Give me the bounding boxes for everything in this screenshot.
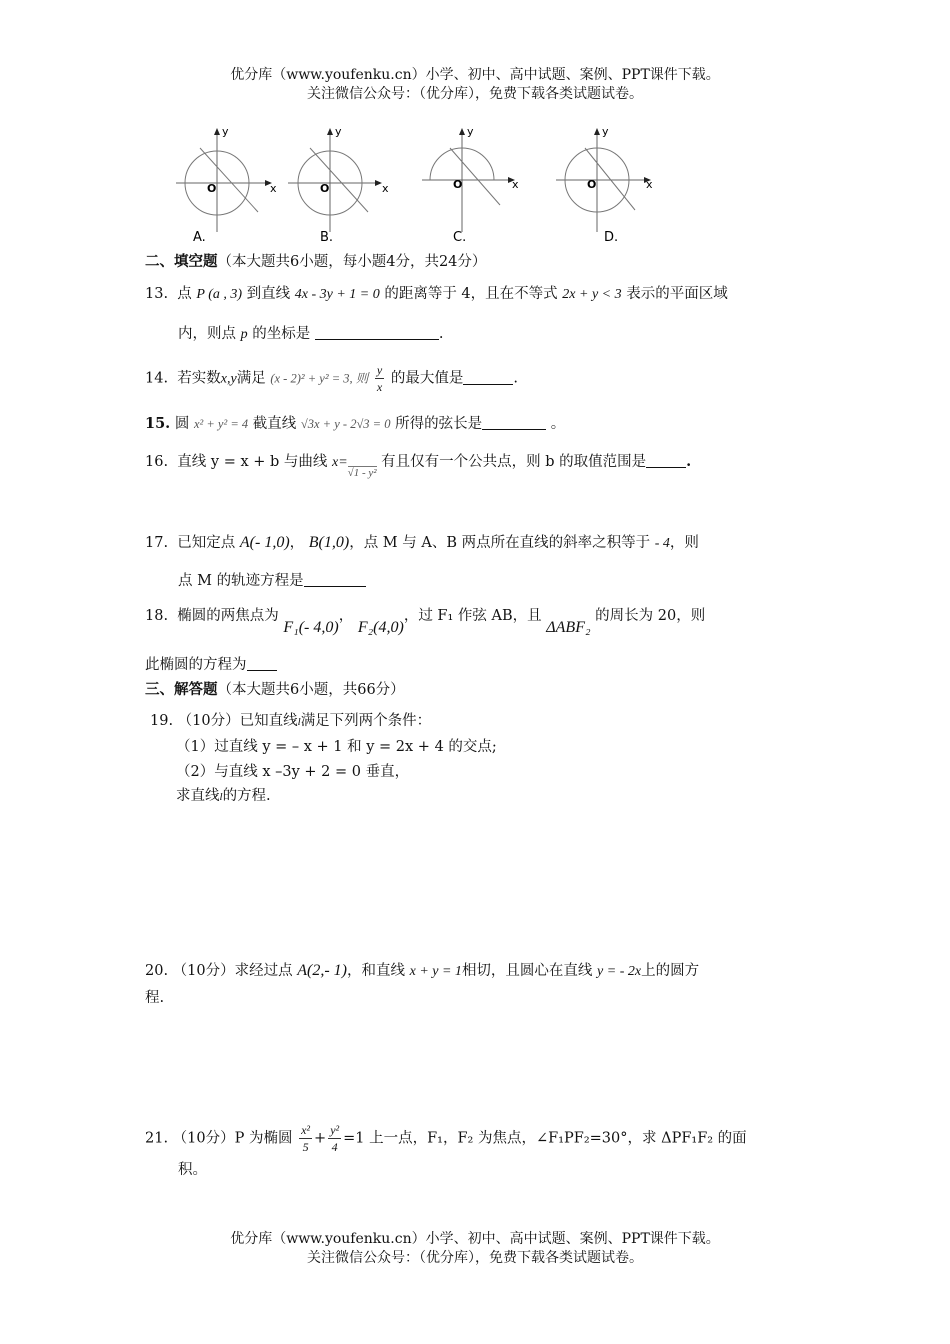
question-13-line-1 xyxy=(145,284,728,305)
question-18-line-2 xyxy=(145,655,277,675)
q14-text: 的最大值是 xyxy=(390,370,464,387)
q20-line-2: y = - 2x xyxy=(597,964,642,979)
q16-text: 有且仅有一个公共点，则 b 的取值范围是 xyxy=(381,454,647,470)
question-number: 14. xyxy=(145,370,169,387)
q16-x-eq: x= xyxy=(332,455,348,470)
q18-text: 椭圆的两焦点为 xyxy=(177,608,279,624)
q20-text: ，和直线 xyxy=(347,963,405,979)
q14-text: 若实数 xyxy=(177,370,221,387)
q19-text: 求直线 xyxy=(176,788,220,804)
option-b-label: B. xyxy=(320,230,334,245)
question-21-line-2: 积。 xyxy=(178,1162,207,1178)
q13-point: P (a , 3) xyxy=(196,287,243,302)
q19-l: l xyxy=(219,791,223,803)
question-18-line-1 xyxy=(145,606,705,638)
q13-text: 的距离等于 4，且在不等式 xyxy=(384,286,558,302)
q19-condition-1: （1）过直线 y = – x + 1 和 y = 2x + 4 的交点; xyxy=(176,739,497,755)
question-16 xyxy=(145,452,691,483)
q14-end: . xyxy=(513,370,518,387)
section-2-heading xyxy=(145,252,486,272)
figure-a xyxy=(176,125,277,245)
q21-fraction-y xyxy=(328,1122,341,1155)
figure-c xyxy=(422,125,519,245)
header-line-1: 优分库（www.youfenku.cn）小学、初中、高中试题、案例、PPT课件下载。 xyxy=(230,67,720,83)
figure-b xyxy=(288,125,389,245)
q21-text: 21. （10分）P 为椭圆 xyxy=(145,1130,293,1147)
q13-text: 的坐标是 xyxy=(252,326,311,342)
q17-text: ，点 M 与 A、B 两点所在直线的斜率之积等于 xyxy=(349,535,651,551)
q17-product: - 4 xyxy=(654,536,670,551)
section-2-title: 二、填空题 xyxy=(145,253,218,270)
q13-text: 点 xyxy=(177,286,192,302)
question-21-line-1 xyxy=(145,1122,747,1155)
q13-answer-blank[interactable] xyxy=(315,324,439,340)
question-13-line-2 xyxy=(178,324,443,345)
q15-text: 所得的弦长是 xyxy=(395,416,483,432)
figure-d-y-label: y xyxy=(602,125,609,138)
q21-fraction-x-den: 5 xyxy=(302,1140,309,1154)
q18-text: ，过 F₁ 作弦 AB，且 xyxy=(403,608,542,624)
q15-line-equation: √3x + y - 2√3 = 0 xyxy=(300,417,391,431)
figure-c-y-label: y xyxy=(467,125,474,138)
q16-curve: √1 - y² xyxy=(347,467,377,479)
option-a-label: A. xyxy=(193,230,206,245)
q14-answer-blank[interactable] xyxy=(463,369,513,385)
q13-line-equation: 4x - 3y + 1 = 0 xyxy=(294,287,380,302)
section-3-title: 三、解答题 xyxy=(145,681,218,698)
option-c-label: C. xyxy=(453,230,467,245)
q21-fraction-y-num: y² xyxy=(330,1123,340,1137)
question-15 xyxy=(145,414,565,434)
q18-focus-2: F₂(4,0) xyxy=(357,619,404,636)
q15-text: 圆 xyxy=(174,416,190,432)
q15-circle-equation: x² + y² = 4 xyxy=(193,417,249,431)
q19-text: 满足下列两个条件： xyxy=(300,713,432,729)
q14-fraction-den: x xyxy=(376,380,383,394)
q17-text: 点 M 的轨迹方程是 xyxy=(178,573,304,589)
question-number: 18. xyxy=(145,608,169,624)
q17-answer-blank[interactable] xyxy=(304,571,366,587)
question-14 xyxy=(145,362,518,395)
q18-answer-blank[interactable] xyxy=(247,655,277,671)
q20-point: A(2,- 1) xyxy=(297,962,347,979)
figure-d-x-label: x xyxy=(646,178,653,191)
q14-equation: (x - 2)² + y² = 3, 则 xyxy=(270,371,369,386)
figure-c-origin: O xyxy=(453,178,463,191)
q19-ask xyxy=(176,786,271,807)
figure-a-y-label: y xyxy=(222,125,229,138)
q18-text: 的周长为 20，则 xyxy=(595,608,706,624)
q18-triangle: ΔABF₂ xyxy=(546,619,591,636)
q13-text: 表示的平面区域 xyxy=(626,286,728,302)
q21-fraction-x-num: x² xyxy=(301,1123,311,1137)
q17-text: ，则 xyxy=(669,535,699,551)
q14-fraction xyxy=(375,362,384,395)
option-d-label: D. xyxy=(604,230,619,245)
header-line-2: 关注微信公众号：（优分库），免费下载各类试题试卷。 xyxy=(307,86,643,102)
question-20-line-2: 程. xyxy=(145,990,165,1006)
section-3-note: （本大题共6小题，共66分） xyxy=(217,682,405,698)
q19-text: 19. （10分）已知直线 xyxy=(150,713,298,729)
figure-d-origin: O xyxy=(587,178,597,191)
q14-fraction-num: y xyxy=(376,363,383,377)
question-number: 16. xyxy=(145,454,169,470)
figure-c-x-label: x xyxy=(512,178,519,191)
q13-text: 到直线 xyxy=(246,286,291,302)
q14-vars: x,y xyxy=(220,371,237,387)
q19-condition-2: （2）与直线 x –3y + 2 = 0 垂直， xyxy=(176,764,410,780)
figure-b-origin: O xyxy=(320,182,330,195)
q15-text: 截直线 xyxy=(252,416,297,432)
q14-text: 满足 xyxy=(236,370,266,387)
q17-text: 已知定点 xyxy=(177,535,236,551)
q20-text: 20. （10分）求经过点 xyxy=(145,963,293,979)
q21-fraction-x xyxy=(299,1122,312,1155)
q17-point-a: A(- 1,0) xyxy=(239,534,290,551)
q17-text: ， xyxy=(289,535,305,551)
question-number: 15. xyxy=(145,415,171,432)
q13-text: 内，则点 xyxy=(178,326,236,342)
q21-fraction-y-den: 4 xyxy=(331,1140,338,1154)
question-number: 17. xyxy=(145,535,169,551)
q21-text: =1 上一点，F₁，F₂ 为焦点，∠F₁PF₂=30°，求 ΔPF₁F₂ 的面 xyxy=(343,1130,747,1147)
q20-line: x + y = 1 xyxy=(409,964,462,979)
q20-text: 相切，且圆心在直线 xyxy=(461,963,593,979)
footer-line-1: 优分库（www.youfenku.cn）小学、初中、高中试题、案例、PPT课件下载。 xyxy=(230,1231,720,1247)
q17-point-b: B(1,0) xyxy=(308,534,350,551)
q13-var: p xyxy=(240,327,248,342)
question-number: 13. xyxy=(145,286,169,302)
q18-focus-1: F₁(- 4,0) xyxy=(283,619,339,636)
q21-plus: + xyxy=(314,1130,327,1147)
q19-l: l xyxy=(297,716,301,728)
q13-end: . xyxy=(438,326,444,342)
question-17-line-2 xyxy=(178,571,366,591)
option-figures xyxy=(160,120,680,250)
q16-answer-blank[interactable] xyxy=(646,452,686,468)
q16-text: 直线 y = x + b 与曲线 xyxy=(177,454,328,470)
figure-a-origin: O xyxy=(207,182,217,195)
question-17-line-1 xyxy=(145,533,699,554)
q15-end: 。 xyxy=(550,416,566,432)
question-20-line-1 xyxy=(145,961,699,982)
figure-d xyxy=(556,125,653,245)
q20-text: 上的圆方 xyxy=(641,963,700,979)
q18-text: ， xyxy=(338,608,354,624)
q19-text: 的方程. xyxy=(222,788,271,804)
section-2-note: （本大题共6小题，每小题4分，共24分） xyxy=(217,254,487,270)
q13-inequality: 2x + y < 3 xyxy=(562,287,622,302)
footer-line-2: 关注微信公众号：（优分库），免费下载各类试题试卷。 xyxy=(307,1250,643,1266)
question-19-head xyxy=(150,711,431,732)
figure-b-x-label: x xyxy=(382,182,389,195)
figure-a-x-label: x xyxy=(270,182,277,195)
q15-answer-blank[interactable] xyxy=(482,414,546,430)
section-3-heading xyxy=(145,680,405,700)
figure-b-y-label: y xyxy=(335,125,342,138)
q18-text: 此椭圆的方程为 xyxy=(145,657,247,673)
q16-end: . xyxy=(686,453,692,470)
